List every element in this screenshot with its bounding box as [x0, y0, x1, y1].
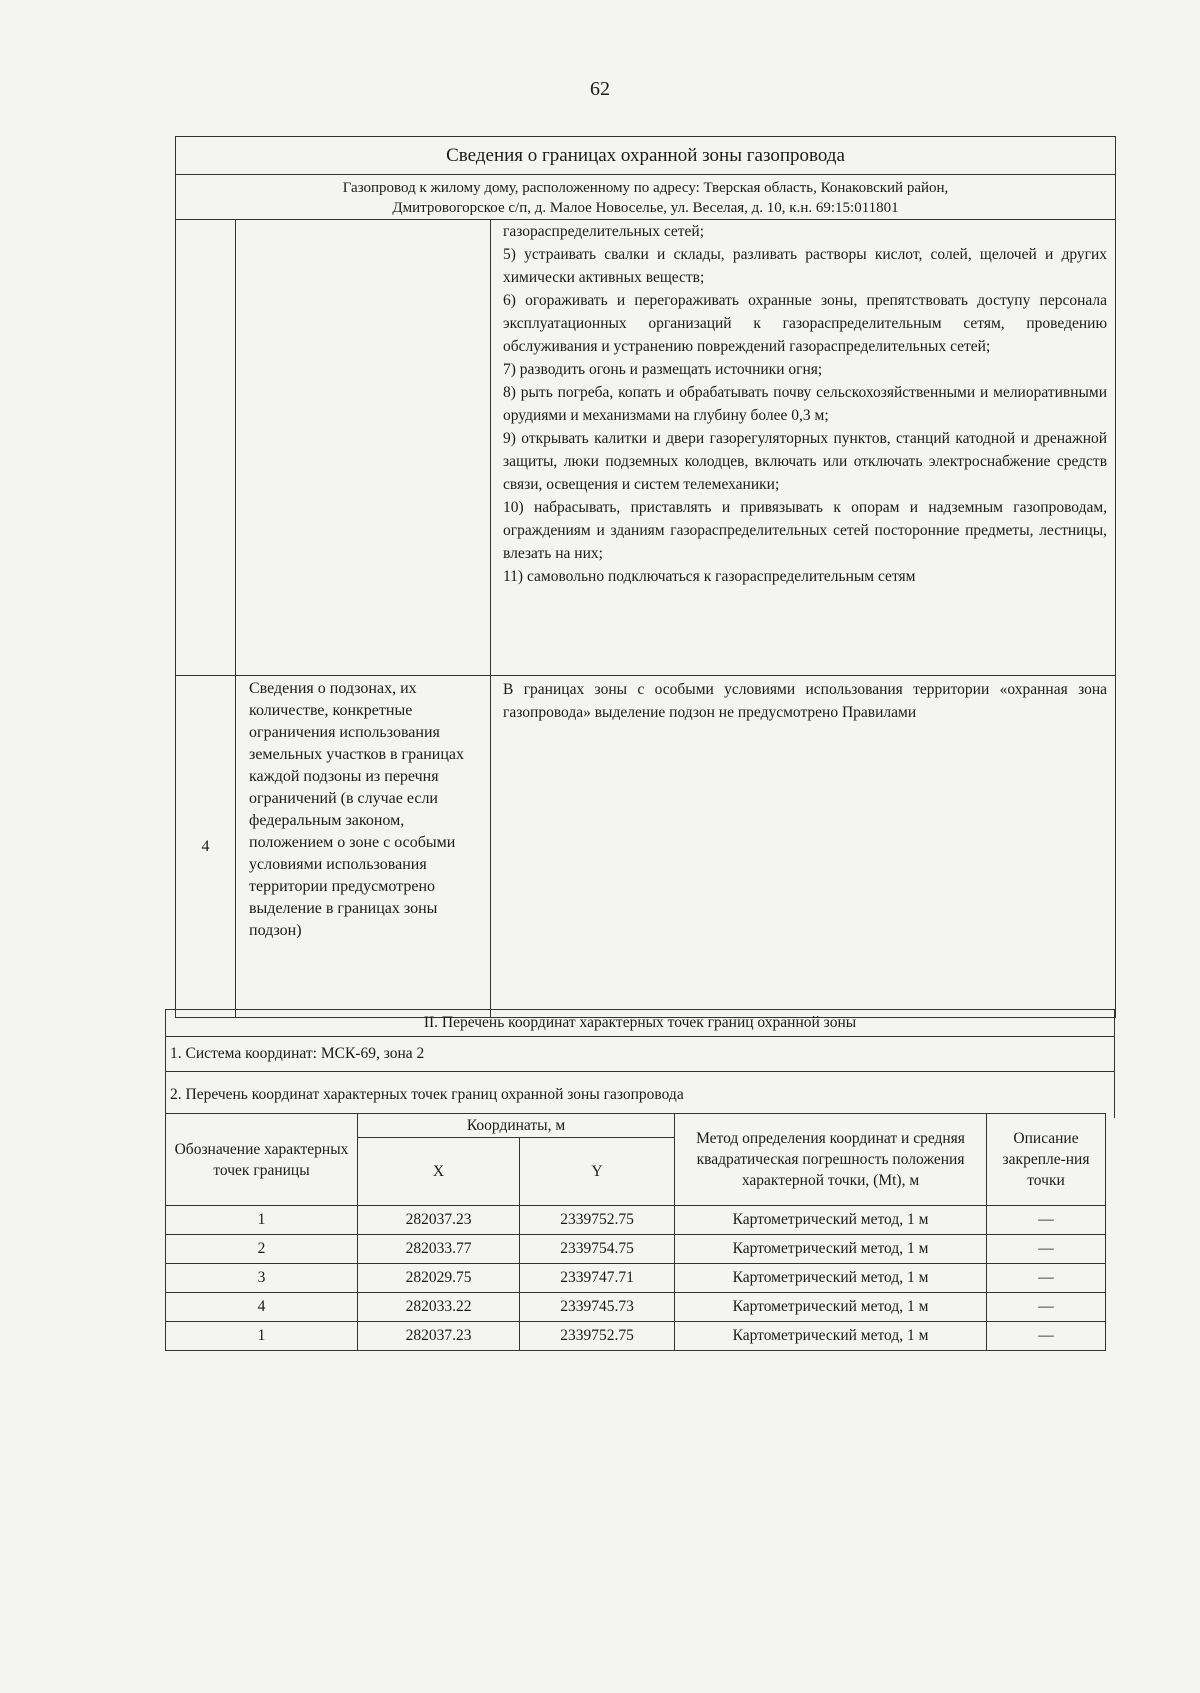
- method-value: Картометрический метод, 1 м: [675, 1322, 987, 1351]
- subtitle-line-2: Дмитровогорское с/п, д. Малое Новоселье, ул. Веселая, д. 10, к.н. 69:15:011801: [392, 200, 899, 216]
- header-method: Метод определения координат и средняя квадратическая погрешность положения характерной точки, (Mt), м: [675, 1114, 987, 1206]
- x-value: 282029.75: [358, 1264, 520, 1293]
- x-value: 282037.23: [358, 1206, 520, 1235]
- header-coordinates: Координаты, м: [358, 1114, 675, 1138]
- fixation-description: —: [987, 1322, 1106, 1351]
- point-number: 2: [166, 1235, 358, 1264]
- coordinate-system: 1. Система координат: МСК-69, зона 2: [166, 1037, 1115, 1072]
- restriction-item: 10) набрасывать, приставлять и привязывать к опорам и надземным газопроводам, ограждениям и зданиям газораспределительных сетей посторонние предметы, лестницы, влезать на них;: [503, 499, 1108, 562]
- x-value: 282037.23: [358, 1322, 520, 1351]
- restriction-item: 5) устраивать свалки и склады, разливать растворы кислот, солей, щелочей и других химически активных веществ;: [503, 246, 1108, 286]
- fixation-description: —: [987, 1264, 1106, 1293]
- page-number: 62: [590, 78, 610, 100]
- fixation-description: —: [987, 1206, 1106, 1235]
- point-number: 3: [166, 1264, 358, 1293]
- subzones-label: Сведения о подзонах, их количестве, конкретные ограничения использования земельных участков в границах каждой подзоны из перечня ограничений (в случае если федеральным законом, положением о зоне с особыми условиями использования территории предусмотрено выделение в границах зоны подзон): [236, 676, 491, 1018]
- subtitle-line-1: Газопровод к жилому дому, расположенному по адресу: Тверская область, Конаковский район,: [342, 180, 949, 196]
- x-value: 282033.22: [358, 1293, 520, 1322]
- table-row: [166, 1322, 1106, 1351]
- restriction-item: 7) разводить огонь и размещать источники огня;: [503, 361, 823, 378]
- point-number: 1: [166, 1322, 358, 1351]
- table-subtitle: [176, 175, 1116, 220]
- restriction-item: газораспределительных сетей;: [503, 223, 705, 240]
- section-2-header: [165, 1009, 1115, 1118]
- method-value: Картометрический метод, 1 м: [675, 1293, 987, 1322]
- y-value: 2339752.75: [520, 1206, 675, 1235]
- row-number: 4: [176, 676, 236, 1018]
- table-row: [166, 1264, 1106, 1293]
- point-number: 1: [166, 1206, 358, 1235]
- method-value: Картометрический метод, 1 м: [675, 1206, 987, 1235]
- header-description: Описание закрепле-ния точки: [987, 1114, 1106, 1206]
- fixation-description: —: [987, 1235, 1106, 1264]
- header-x: X: [358, 1138, 520, 1206]
- section-2-title: II. Перечень координат характерных точек границ охранной зоны: [166, 1010, 1115, 1037]
- zone-info-table: [175, 136, 1116, 1018]
- coordinates-list-title: 2. Перечень координат характерных точек границ охранной зоны газопровода: [166, 1072, 1115, 1119]
- table-row: [166, 1235, 1106, 1264]
- y-value: 2339752.75: [520, 1322, 675, 1351]
- table-row: [166, 1206, 1106, 1235]
- subzones-value: В границах зоны с особыми условиями использования территории «охранная зона газопровода» выделение подзон не предусмотрено Правилами: [491, 676, 1116, 1018]
- y-value: 2339754.75: [520, 1235, 675, 1264]
- coordinates-table: [165, 1113, 1106, 1351]
- restriction-item: 11) самовольно подключаться к газораспределительным сетям: [503, 568, 916, 585]
- header-y: Y: [520, 1138, 675, 1206]
- restriction-item: 9) открывать калитки и двери газорегуляторных пунктов, станций катодной и дренажной защиты, люки подземных колодцев, включать или отключать электроснабжение средств связи, освещения и систем телемеханики;: [503, 430, 1108, 493]
- header-designation: Обозначение характерных точек границы: [166, 1114, 358, 1206]
- table-row: [166, 1293, 1106, 1322]
- x-value: 282033.77: [358, 1235, 520, 1264]
- y-value: 2339747.71: [520, 1264, 675, 1293]
- continuation-label-cell: [236, 220, 491, 676]
- restriction-item: 6) огораживать и перегораживать охранные зоны, препятствовать доступу персонала эксплуатационных организаций к газораспределительным сетям, проведению обслуживания и устранению повреждений газораспределительных сетей;: [503, 292, 1108, 355]
- table-title: Сведения о границах охранной зоны газопровода: [176, 137, 1116, 175]
- method-value: Картометрический метод, 1 м: [675, 1264, 987, 1293]
- point-number: 4: [166, 1293, 358, 1322]
- method-value: Картометрический метод, 1 м: [675, 1235, 987, 1264]
- continuation-number-cell: [176, 220, 236, 676]
- y-value: 2339745.73: [520, 1293, 675, 1322]
- restriction-item: 8) рыть погреба, копать и обрабатывать почву сельскохозяйственными и мелиоративными орудиями и механизмами на глубину более 0,3 м;: [503, 384, 1108, 424]
- restrictions-continuation: [491, 220, 1116, 676]
- fixation-description: —: [987, 1293, 1106, 1322]
